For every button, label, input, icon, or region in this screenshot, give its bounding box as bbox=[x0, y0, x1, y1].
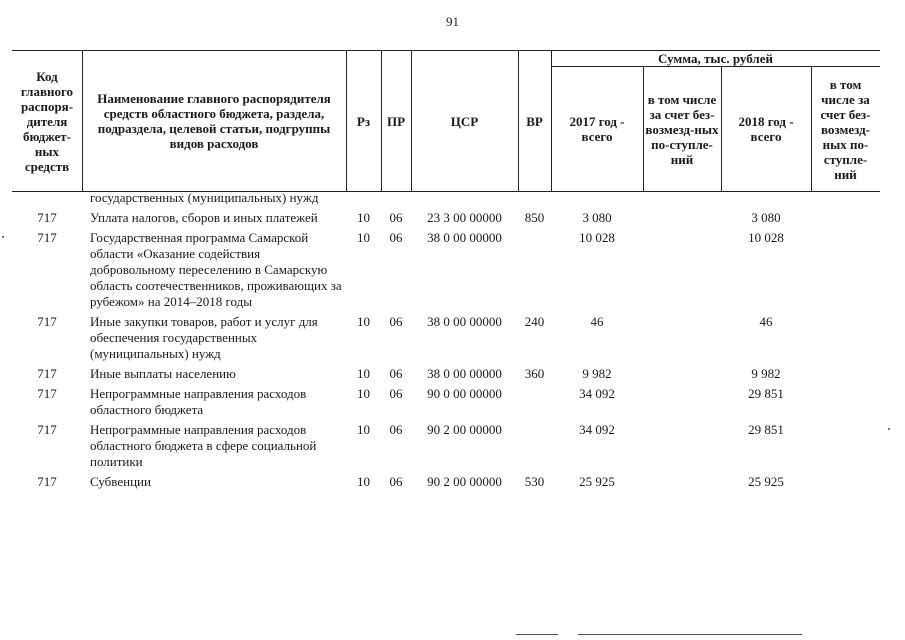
cell-2017-total: 9 982 bbox=[582, 366, 612, 381]
header-name: Наименование главного распорядителя средств областного бюджета, раздела, подраздела, целевой статьи, подгруппы видов расходов bbox=[97, 91, 331, 151]
header-2017-free: в том числе за счет без-возмезд-ных по-ступле-ний bbox=[645, 91, 719, 167]
cell-2017-total: 10 028 bbox=[579, 230, 615, 245]
cell-pr: 06 bbox=[389, 230, 403, 245]
cell-code: 717 bbox=[37, 314, 57, 329]
table-row bbox=[12, 422, 880, 474]
header-2018-total: 2018 год - всего bbox=[738, 114, 794, 144]
cell-name: Непрограммные направления расходов областного бюджета bbox=[90, 386, 307, 417]
cell-name: Уплата налогов, сборов и иных платежей bbox=[90, 210, 318, 225]
scan-speck bbox=[2, 236, 4, 238]
cell-rz: 10 bbox=[357, 474, 370, 489]
cell-vr: 530 bbox=[524, 474, 545, 489]
cell-2018-total: 25 925 bbox=[748, 474, 784, 489]
cell-pr: 06 bbox=[389, 386, 403, 401]
scan-speck bbox=[888, 428, 890, 430]
table-row bbox=[12, 474, 880, 494]
cell-2018-total: 29 851 bbox=[748, 386, 784, 401]
page-number: 91 bbox=[446, 14, 459, 29]
table-row bbox=[12, 386, 880, 422]
cell-2018-total: 46 bbox=[759, 314, 773, 329]
cell-rz: 10 bbox=[357, 210, 370, 225]
cell-code: 717 bbox=[37, 366, 57, 381]
cell-name: Субвенции bbox=[90, 474, 151, 489]
cell-pr: 06 bbox=[389, 422, 403, 437]
header-code: Код главного распоря-дителя бюджет-ных средств bbox=[20, 68, 74, 174]
table-row bbox=[12, 190, 880, 210]
cell-2018-total: 10 028 bbox=[748, 230, 784, 245]
cell-2018-total: 3 080 bbox=[751, 210, 781, 225]
cell-csr: 23 3 00 00000 bbox=[427, 210, 502, 225]
cell-code: 717 bbox=[37, 422, 57, 437]
cell-name: Государственная программа Самарской области «Оказание содействия добровольному переселению в Самарскую область соотечественников, проживающих за рубежом» на 2014–2018 годы bbox=[90, 230, 342, 309]
table-row bbox=[12, 210, 880, 230]
cell-rz: 10 bbox=[357, 230, 370, 245]
cell-pr: 06 bbox=[389, 210, 403, 225]
cell-name: Иные выплаты населению bbox=[90, 366, 236, 381]
cell-csr: 90 2 00 00000 bbox=[427, 474, 502, 489]
header-pr: ПР bbox=[386, 113, 406, 129]
cell-2017-total: 34 092 bbox=[579, 422, 615, 437]
cell-pr: 06 bbox=[389, 366, 403, 381]
cell-pr: 06 bbox=[389, 314, 403, 329]
cell-rz: 10 bbox=[357, 366, 370, 381]
footer-rule-right bbox=[578, 634, 802, 635]
cell-pr: 06 bbox=[389, 474, 403, 489]
footer-rule-left bbox=[516, 634, 558, 635]
header-csr: ЦСР bbox=[450, 113, 479, 129]
cell-code: 717 bbox=[37, 474, 57, 489]
cell-2018-total: 9 982 bbox=[751, 366, 781, 381]
cell-code: 717 bbox=[37, 386, 57, 401]
cell-name: Непрограммные направления расходов областного бюджета в сфере социальной политики bbox=[90, 422, 317, 469]
cell-2017-total: 46 bbox=[590, 314, 604, 329]
cell-2017-total: 3 080 bbox=[582, 210, 612, 225]
cell-csr: 38 0 00 00000 bbox=[427, 314, 502, 329]
cell-name: государственных (муниципальных) нужд bbox=[90, 190, 319, 205]
cell-rz: 10 bbox=[357, 422, 370, 437]
cell-vr: 360 bbox=[524, 366, 545, 381]
cell-2017-total: 34 092 bbox=[579, 386, 615, 401]
cell-vr: 850 bbox=[524, 210, 545, 225]
header-2018-free: в том числе за счет без-возмезд-ных по-ступле-ний bbox=[820, 76, 871, 182]
header-sum-title: Сумма, тыс. рублей bbox=[658, 51, 773, 66]
cell-csr: 90 2 00 00000 bbox=[427, 422, 502, 437]
table-body bbox=[12, 190, 880, 494]
cell-csr: 38 0 00 00000 bbox=[427, 230, 502, 245]
cell-csr: 38 0 00 00000 bbox=[427, 366, 502, 381]
header-2017-total: 2017 год - всего bbox=[569, 114, 625, 144]
cell-rz: 10 bbox=[357, 314, 370, 329]
cell-csr: 90 0 00 00000 bbox=[427, 386, 502, 401]
table-row bbox=[12, 230, 880, 314]
header-vr: ВР bbox=[526, 113, 543, 129]
cell-rz: 10 bbox=[357, 386, 370, 401]
table-row bbox=[12, 314, 880, 366]
table-row bbox=[12, 366, 880, 386]
cell-vr: 240 bbox=[524, 314, 545, 329]
cell-code: 717 bbox=[37, 230, 57, 245]
cell-code: 717 bbox=[37, 210, 57, 225]
cell-2018-total: 29 851 bbox=[748, 422, 784, 437]
cell-name: Иные закупки товаров, работ и услуг для обеспечения государственных (муниципальных) нужд bbox=[90, 314, 318, 361]
table-header bbox=[12, 50, 880, 192]
header-rz: Рз bbox=[356, 113, 371, 129]
cell-2017-total: 25 925 bbox=[579, 474, 615, 489]
